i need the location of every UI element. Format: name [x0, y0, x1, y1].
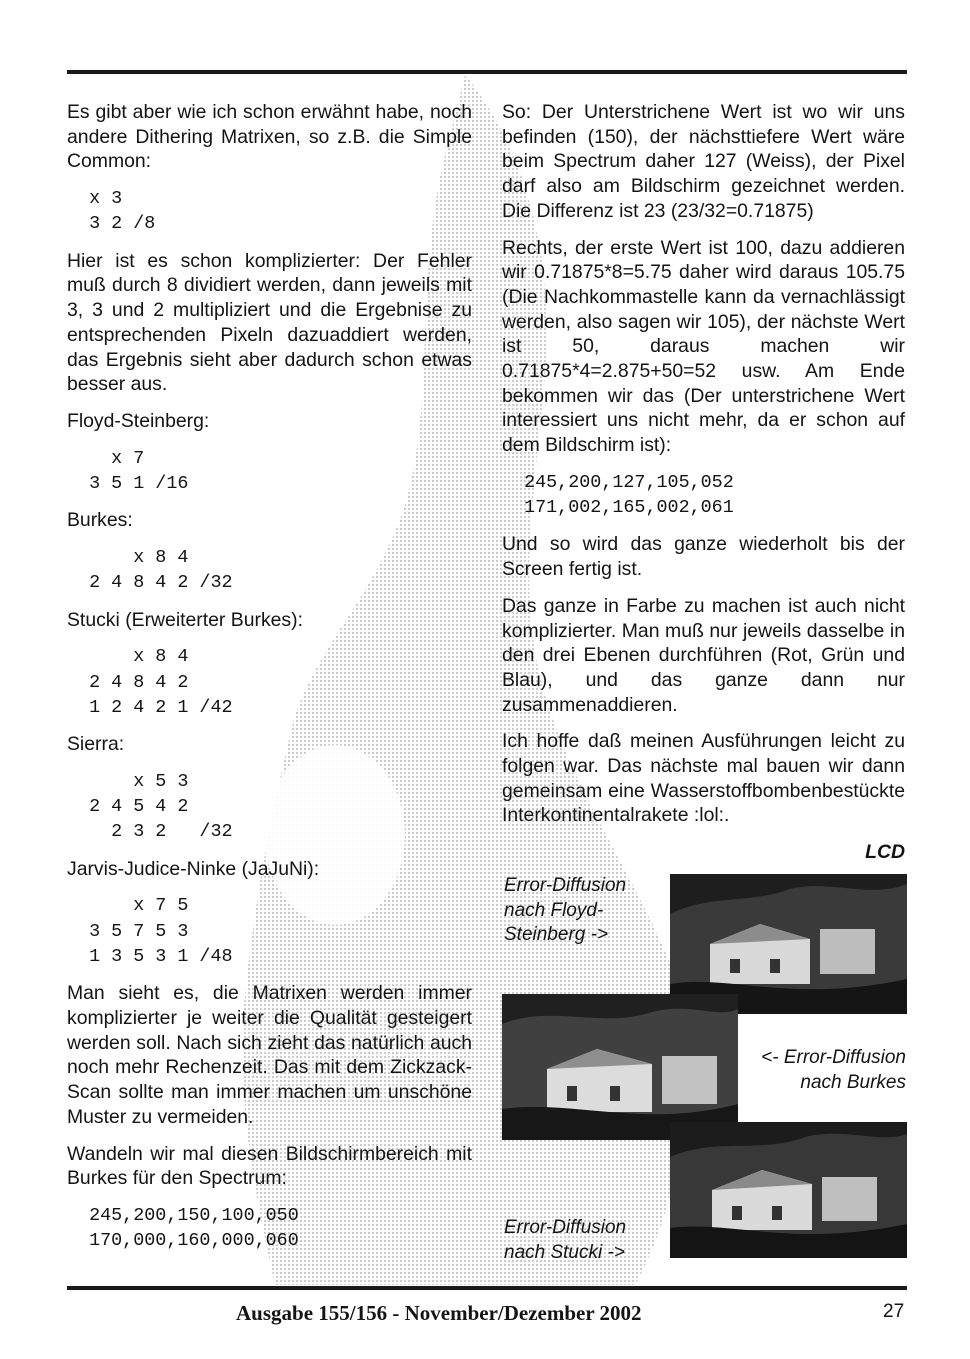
code-pixel-values-result: 245,200,127,105,052 171,002,165,002,061: [524, 471, 734, 519]
paragraph: Man sieht es, die Matrixen werden immer komplizierter je weiter die Qualität gesteigert werden soll. Nach sich zieht das natürlich auch noch mehr Rechenzeit. Das mit dem Zickzack-Scan sollte man immer machen um unschöne Muster zu vermeiden.: [67, 982, 472, 1128]
paragraph: Hier ist es schon komplizierter: Der Fehler muß durch 8 dividiert werden, dann jeweils mit 3, 3 und 2 multipliziert und die Ergebnise zu entsprechenden Pixeln dazuaddiert werden, das Ergebnis sieht aber dadurch schon etwas besser aus.: [67, 249, 472, 396]
left-column: [67, 100, 472, 1266]
paragraph: Rechts, der erste Wert ist 100, dazu addieren wir 0.71875*8=5.75 daher wird daraus 105.75 (Die Nachkommastelle kann da vernachlässigt werden, also sagen wir 105), der nächste Wert ist 50, daraus machen wir 0.71875*4=2.875+50=52 usw. Am Ende bekommen wir das (Der unterstrichene Wert interessiert uns nicht mehr, da er schon auf dem Bildschirm ist):: [502, 236, 905, 457]
author-signature: LCD: [865, 841, 905, 864]
bottom-rule: [67, 1286, 907, 1290]
label-stucki: Stucki (Erweiterter Burkes):: [67, 608, 303, 631]
issue-footer: Ausgabe 155/156 - November/Dezember 2002: [236, 1301, 642, 1325]
code-matrix-burkes: x 8 4 2 4 8 4 2 /32: [89, 546, 233, 594]
paragraph: Ich hoffe daß meinen Ausführungen leicht zu folgen war. Das nächste mal bauen wir dann gemeinsam eine Wasserstoffbombenbestückte Interkontinentalrakete :lol:.: [502, 730, 905, 827]
paragraph: So: Der Unterstrichene Wert ist wo wir uns befinden (150), der nächsttiefere Wert wäre beim Spectrum daher 127 (Weiss), der Pixel darf also am Bildschirm gezeichnet werden. Die Differenz ist 23 (23/32=0.71875): [502, 101, 905, 222]
label-sierra: Sierra:: [67, 733, 125, 756]
photo-floyd-steinberg: [670, 874, 907, 1014]
code-matrix-simple-common: x 3 3 2 /8: [89, 188, 156, 235]
caption-burkes: <- Error-Diffusion nach Burkes: [738, 1042, 906, 1095]
paragraph: Wandeln wir mal diesen Bildschirmbereich mit Burkes für den Spectrum:: [67, 1142, 472, 1190]
dithering-example-gallery: [502, 870, 907, 1262]
label-jajuni: Jarvis-Judice-Ninke (JaJuNi):: [67, 857, 320, 880]
label-floyd-steinberg: Floyd-Steinberg:: [67, 409, 210, 432]
code-matrix-stucki: x 8 4 2 4 8 4 2 1 2 4 2 1 /42: [89, 646, 233, 718]
code-matrix-sierra: x 5 3 2 4 5 4 2 2 3 2 /32: [89, 770, 233, 843]
paragraph: Und so wird das ganze wiederholt bis der Screen fertig ist.: [502, 533, 905, 581]
paragraph: Es gibt aber wie ich schon erwähnt habe, noch andere Dithering Matrixen, so z.B. die Simple Common:: [67, 101, 472, 173]
photo-stucki: [670, 1122, 907, 1258]
caption-floyd-steinberg: Error-Diffusion nach Floyd-Steinberg ->: [504, 875, 627, 945]
label-burkes: Burkes:: [67, 509, 133, 532]
paragraph: Das ganze in Farbe zu machen ist auch nicht komplizierter. Man muß nur jeweils dasselbe in den drei Ebenen durchführen (Rot, Grün und Blau), und das ganze dann nur zusammenaddieren.: [502, 594, 905, 716]
right-column: [502, 100, 905, 865]
page-number: 27: [883, 1301, 905, 1322]
code-matrix-jajuni: x 7 5 3 5 7 5 3 1 3 5 3 1 /48: [89, 895, 233, 967]
top-rule: [67, 70, 907, 74]
code-pixel-values: 245,200,150,100,050 170,000,160,000,060: [89, 1204, 299, 1252]
photo-burkes: [502, 994, 738, 1140]
code-matrix-floyd-steinberg: x 7 3 5 1 /16: [89, 447, 189, 494]
caption-stucki: Error-Diffusion nach Stucki ->: [504, 1217, 627, 1263]
